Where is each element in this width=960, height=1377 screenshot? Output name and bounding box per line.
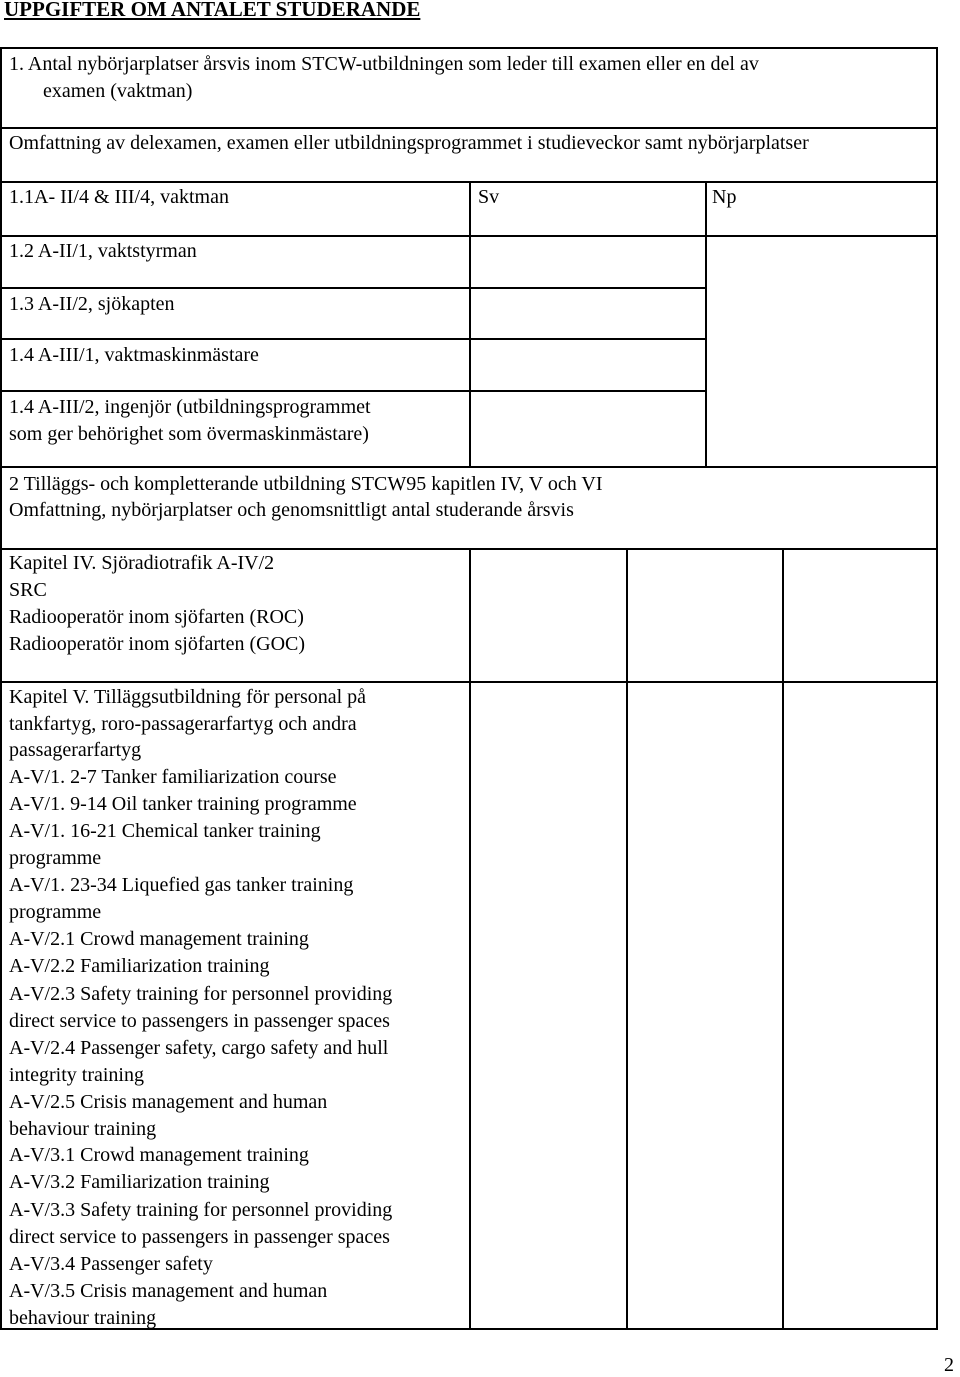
section1-title: 1. Antal nybörjarplatser årsvis inom STCW-utbildningen som leder till examen eller en del av	[9, 53, 759, 75]
table-row-label: 1.3 A-II/2, sjökapten	[9, 293, 175, 315]
chapter5-line: A-V/2.2 Familiarization training	[9, 955, 270, 977]
table-row-label: 1.1A- II/4 & III/4, vaktman	[9, 186, 229, 208]
page-heading: UPPGIFTER OM ANTALET STUDERANDE	[4, 0, 421, 21]
chapter5-line: programme	[9, 847, 102, 869]
section1-scope: Omfattning av delexamen, examen eller utbildningsprogrammet i studieveckor samt nybörjarplatser	[9, 132, 809, 154]
column-header-sv: Sv	[478, 186, 500, 208]
chapter5-line: A-V/3.4 Passenger safety	[9, 1253, 213, 1275]
chapter5-line: A-V/3.3 Safety training for personnel providing	[9, 1199, 393, 1221]
column-divider	[469, 548, 471, 1330]
chapter5-line: A-V/1. 2-7 Tanker familiarization course	[9, 766, 337, 788]
chapter5-line: A-V/2.1 Crowd management training	[9, 928, 309, 950]
column-divider	[705, 181, 707, 468]
table-row-label: 1.4 A-III/1, vaktmaskinmästare	[9, 344, 259, 366]
section1-title: examen (vaktman)	[43, 80, 193, 102]
chapter5-line: integrity training	[9, 1064, 144, 1086]
chapter4-line: Radiooperatör inom sjöfarten (GOC)	[9, 633, 306, 655]
chapter5-line: A-V/1. 16-21 Chemical tanker training	[9, 820, 321, 842]
column-divider	[469, 181, 471, 468]
page-number: 2	[944, 1354, 954, 1376]
chapter5-line: behaviour training	[9, 1118, 157, 1140]
table-row-label: 1.2 A-II/1, vaktstyrman	[9, 240, 197, 262]
chapter5-line: A-V/3.2 Familiarization training	[9, 1171, 270, 1193]
row-divider	[0, 338, 707, 340]
column-divider	[626, 548, 628, 1330]
chapter4-line: Radiooperatör inom sjöfarten (ROC)	[9, 606, 304, 628]
table-row-label: 1.4 A-III/2, ingenjör (utbildningsprogrammet	[9, 396, 371, 418]
chapter5-line: A-V/2.5 Crisis management and human	[9, 1091, 328, 1113]
section2-subtitle: Omfattning, nybörjarplatser och genomsnittligt antal studerande årsvis	[9, 499, 574, 521]
column-header-np: Np	[712, 186, 737, 208]
chapter5-line: direct service to passengers in passenger spaces	[9, 1226, 390, 1248]
chapter5-line: A-V/2.3 Safety training for personnel providing	[9, 983, 393, 1005]
chapter5-line: A-V/2.4 Passenger safety, cargo safety and hull	[9, 1037, 389, 1059]
chapter5-line: behaviour training	[9, 1307, 157, 1329]
row-divider	[0, 390, 707, 392]
chapter4-line: Kapitel IV. Sjöradiotrafik A-IV/2	[9, 552, 275, 574]
chapter5-line: tankfartyg, roro-passagerarfartyg och andra	[9, 713, 357, 735]
chapter5-line: A-V/1. 9-14 Oil tanker training programme	[9, 793, 357, 815]
chapter5-line: Kapitel V. Tilläggsutbildning för personal på	[9, 686, 367, 708]
row-divider	[0, 127, 938, 129]
chapter5-line: programme	[9, 901, 102, 923]
column-divider	[782, 548, 784, 1330]
chapter5-line: A-V/3.1 Crowd management training	[9, 1144, 309, 1166]
chapter5-line: passagerarfartyg	[9, 739, 142, 761]
chapter5-line: direct service to passengers in passenger spaces	[9, 1010, 390, 1032]
chapter4-line: SRC	[9, 579, 47, 601]
chapter5-line: A-V/3.5 Crisis management and human	[9, 1280, 328, 1302]
row-divider	[0, 287, 707, 289]
table-row-label: som ger behörighet som övermaskinmästare)	[9, 423, 369, 445]
chapter5-line: A-V/1. 23-34 Liquefied gas tanker training	[9, 874, 354, 896]
section2-title: 2 Tilläggs- och kompletterande utbildning STCW95 kapitlen IV, V och VI	[9, 473, 603, 495]
